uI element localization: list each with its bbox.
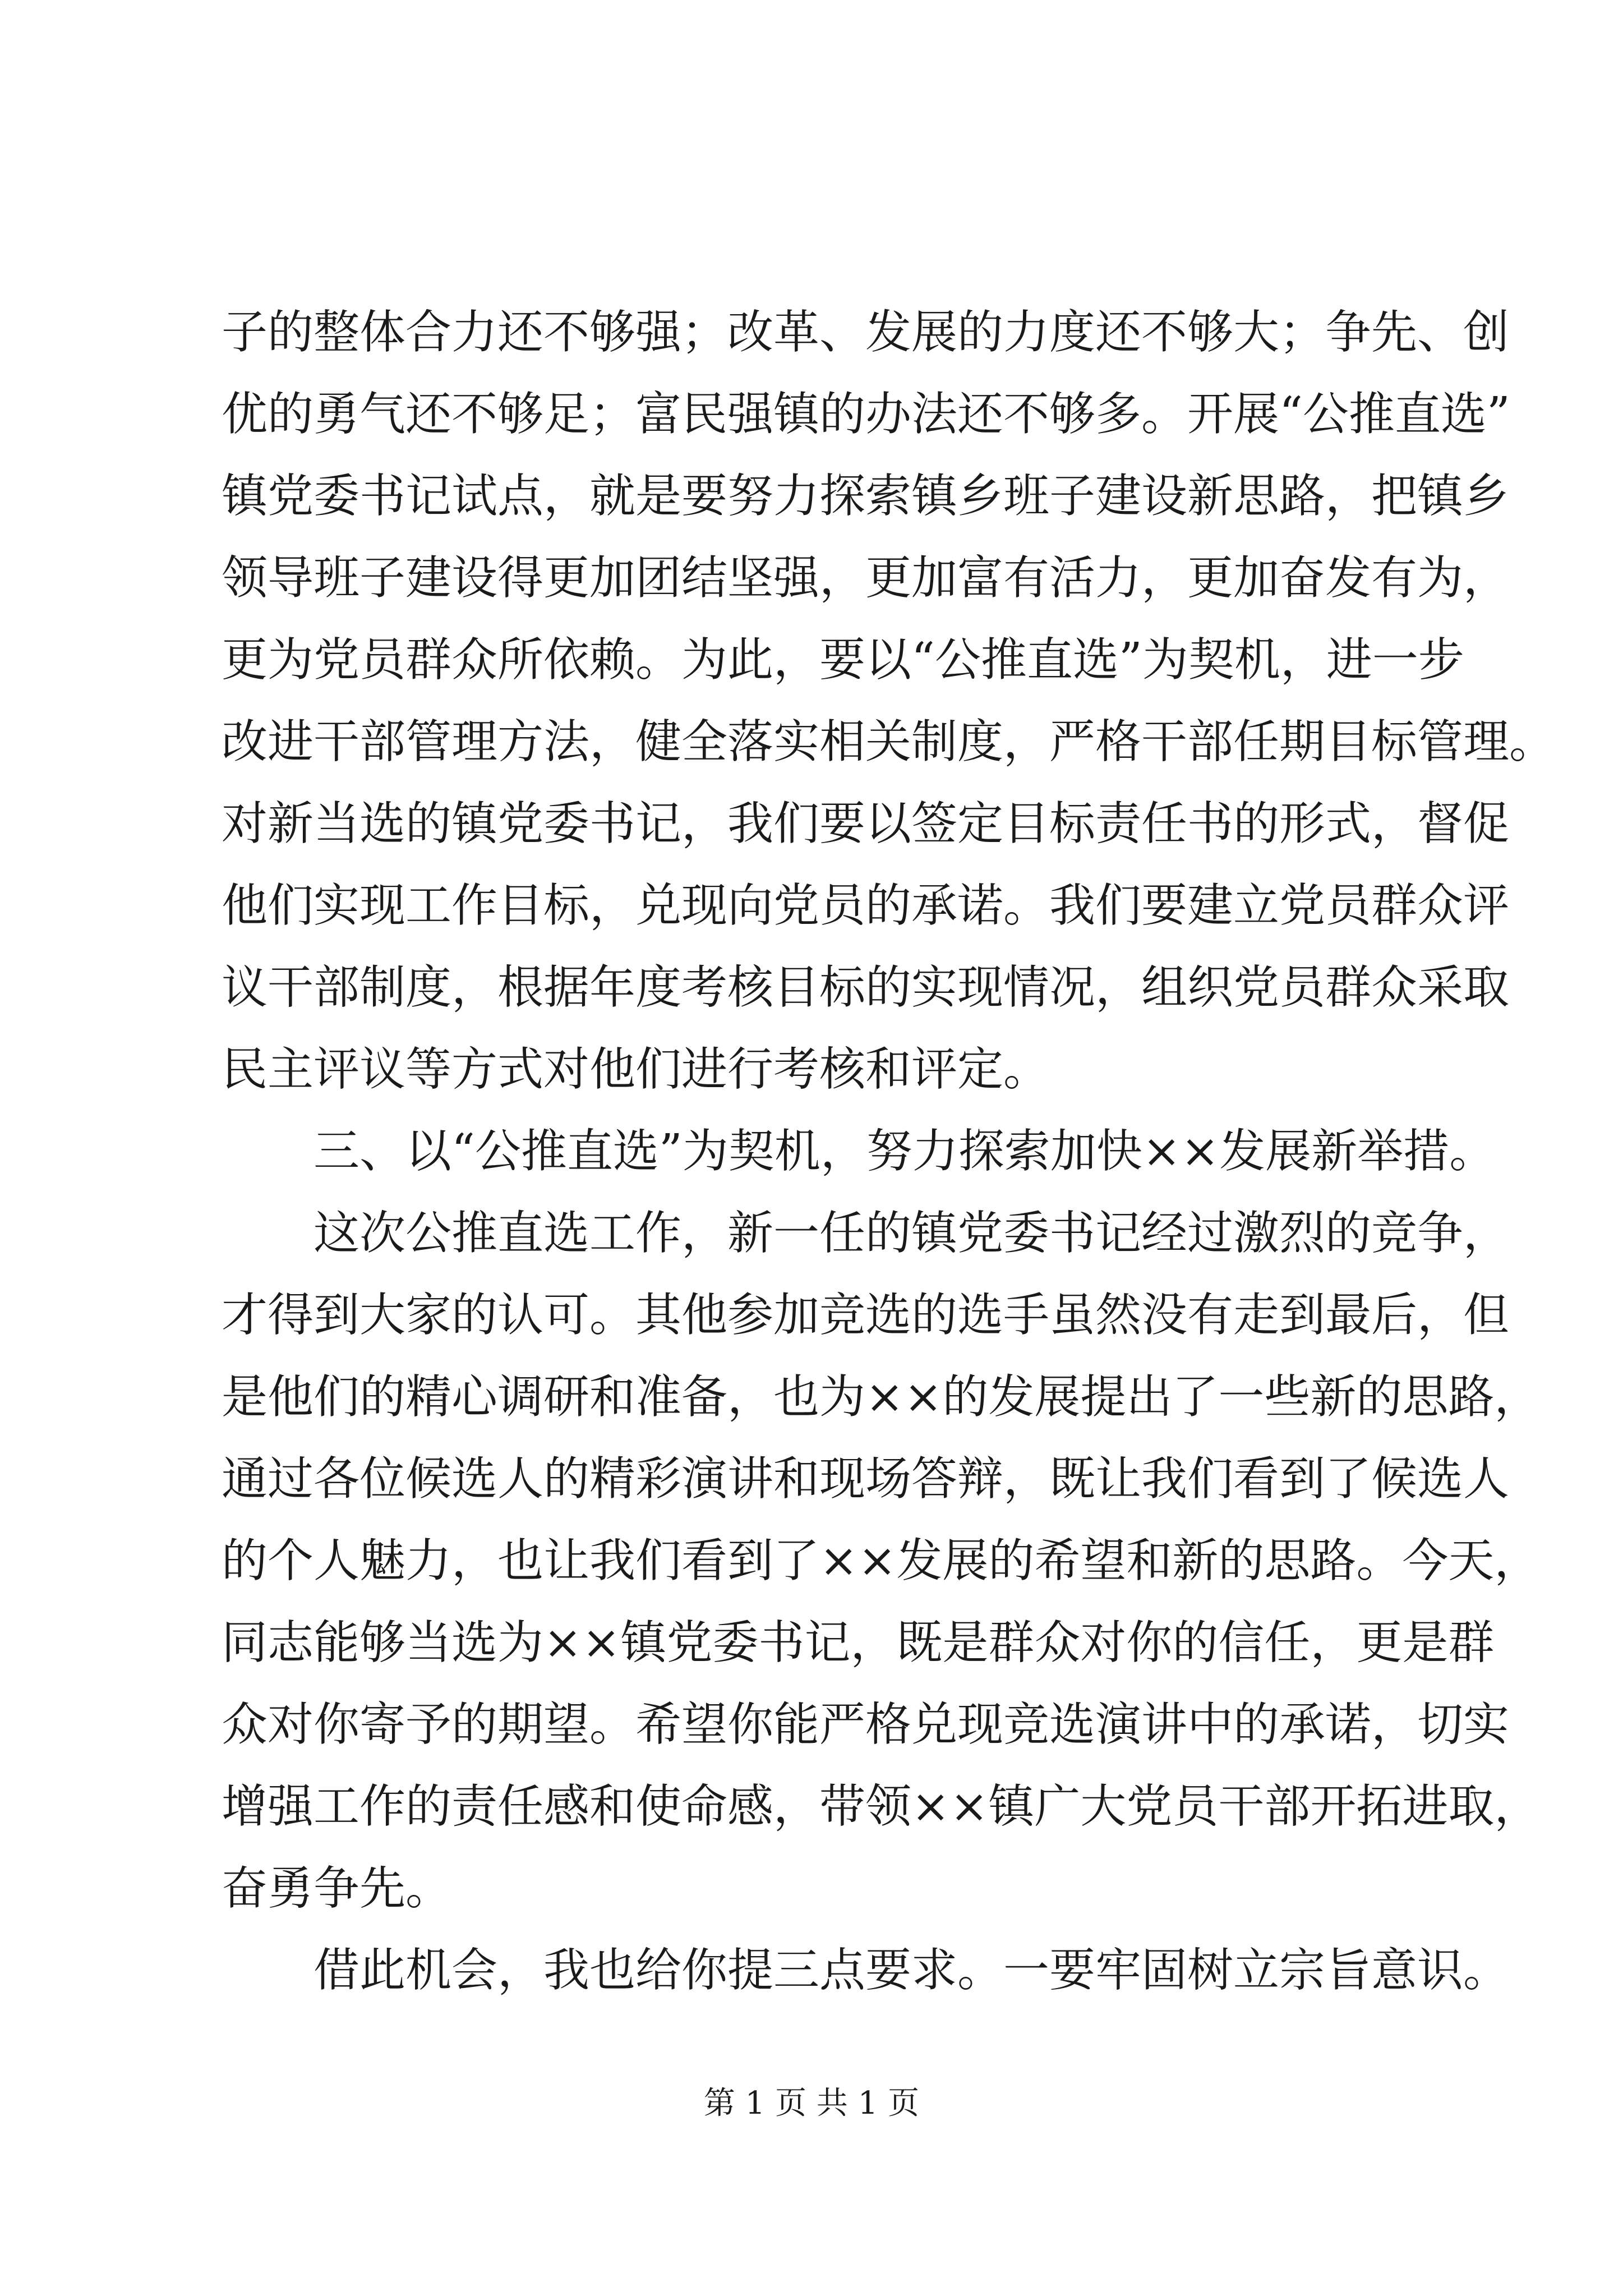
paragraph-line: 才得到大家的认可。其他参加竞选的选手虽然没有走到最后，但 (222, 1289, 1510, 1342)
paragraph-line: 借此机会，我也给你提三点要求。一要牢固树立宗旨意识。 (313, 1944, 1510, 1997)
paragraph-line: 同志能够当选为××镇党委书记，既是群众对你的信任，更是群 (222, 1616, 1495, 1669)
paragraph-line: 是他们的精心调研和准备，也为××的发展提出了一些新的思路， (222, 1370, 1541, 1424)
paragraph-line: 民主评议等方式对他们进行考核和评定。 (222, 1043, 1050, 1096)
paragraph-line: 通过各位候选人的精彩演讲和现场答辩，既让我们看到了候选人 (222, 1452, 1510, 1506)
paragraph-line: 更为党员群众所依赖。为此，要以“公推直选”为契机，进一步 (222, 633, 1464, 687)
paragraph-line: 三、以“公推直选”为契机，努力探索加快××发展新举措。 (313, 1125, 1496, 1178)
paragraph-line: 议干部制度，根据年度考核目标的实现情况，组织党员群众采取 (222, 961, 1510, 1014)
paragraph-line: 改进干部管理方法，健全落实相关制度，严格干部任期目标管理。 (222, 715, 1556, 769)
paragraph-line: 增强工作的责任感和使命感，带领××镇广大党员干部开拓进取， (222, 1780, 1541, 1833)
paragraph-line: 镇党委书记试点，就是要努力探索镇乡班子建设新思路，把镇乡 (222, 470, 1510, 523)
body-text (222, 292, 1556, 2012)
paragraph-line: 子的整体合力还不够强；改革、发展的力度还不够大；争先、创 (222, 306, 1510, 359)
paragraph-line: 领导班子建设得更加团结坚强，更加富有活力，更加奋发有为， (222, 551, 1510, 605)
paragraph-line: 的个人魅力，也让我们看到了××发展的希望和新的思路。今天， (222, 1534, 1541, 1588)
paragraph-line: 这次公推直选工作，新一任的镇党委书记经过激烈的竞争， (313, 1207, 1510, 1260)
page-footer: 第 1 页 共 1 页 (703, 2085, 920, 2122)
paragraph-line: 众对你寄予的期望。希望你能严格兑现竞选演讲中的承诺，切实 (222, 1698, 1510, 1751)
paragraph-line: 奋勇争先。 (222, 1862, 452, 1915)
paragraph-line: 优的勇气还不够足；富民强镇的办法还不够多。开展“公推直选” (222, 388, 1510, 441)
paragraph-line: 他们实现工作目标，兑现向党员的承诺。我们要建立党员群众评 (222, 879, 1510, 932)
paragraph-line: 对新当选的镇党委书记，我们要以签定目标责任书的形式，督促 (222, 797, 1510, 850)
